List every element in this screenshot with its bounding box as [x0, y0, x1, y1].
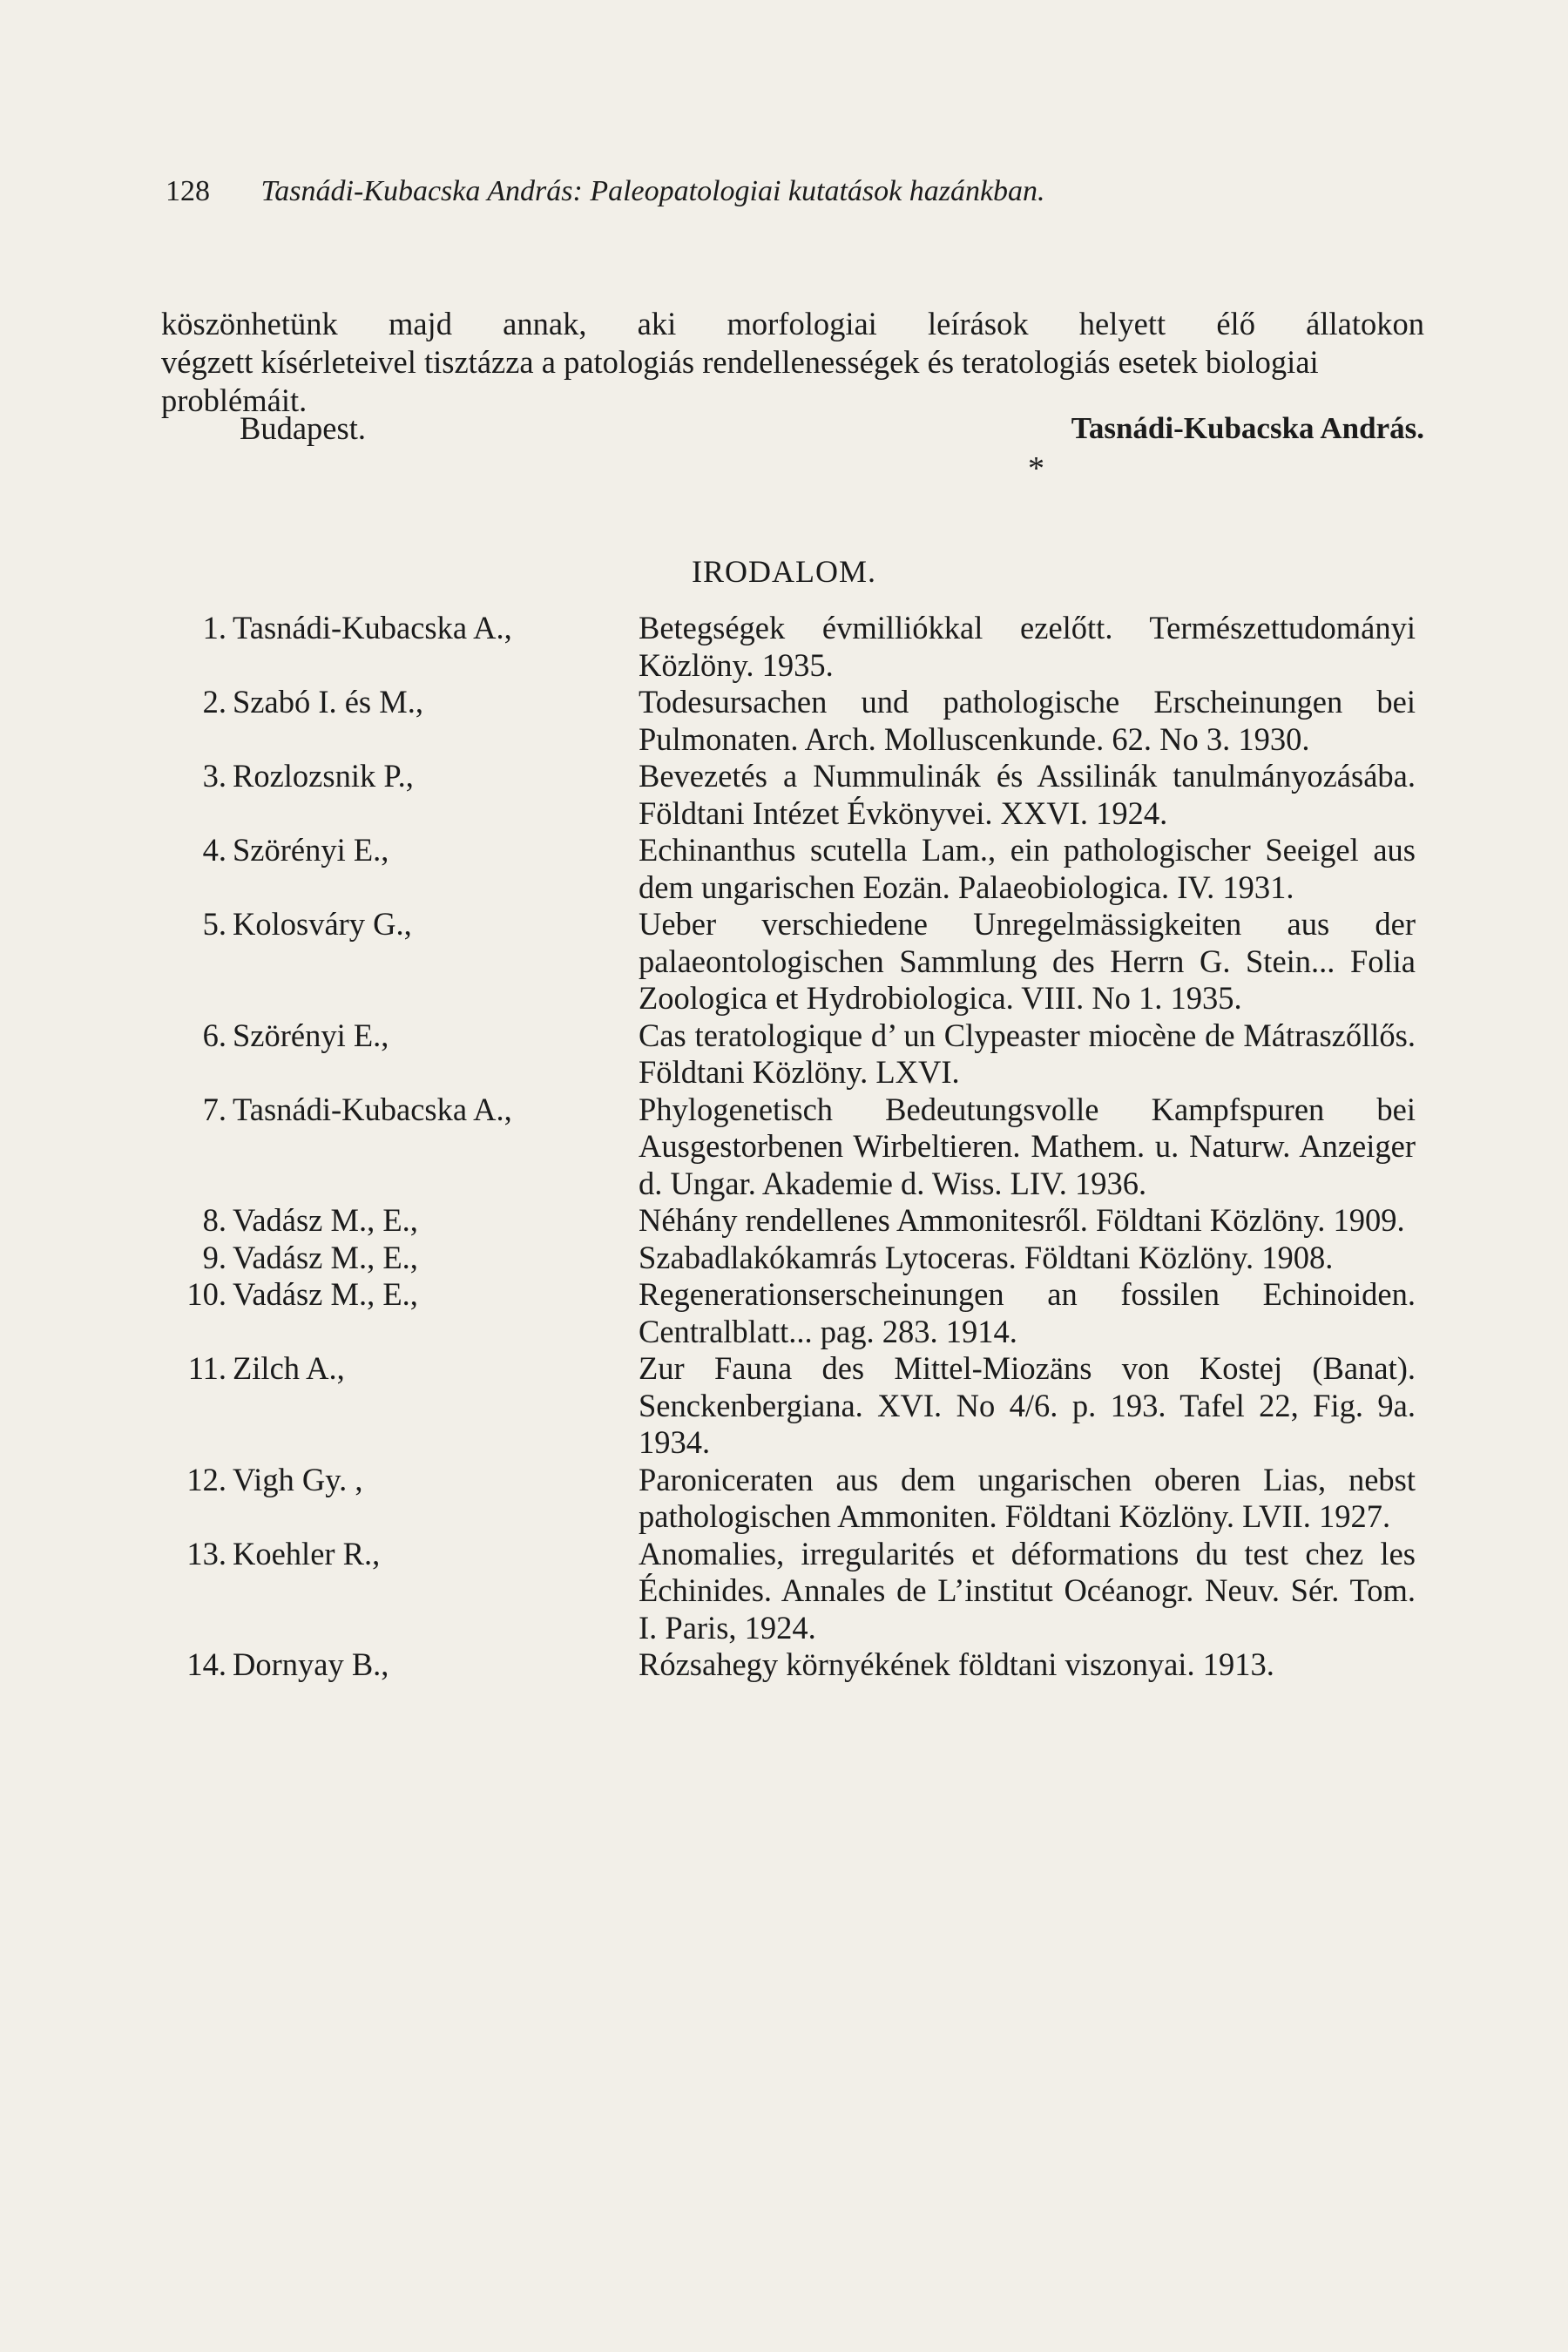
reference-number: 14.: [186, 1646, 226, 1682]
reference-item: [0, 1536, 1568, 1647]
signoff: [161, 409, 1424, 448]
reference-author: Tasnádi-Kubacska A.,: [233, 1091, 512, 1127]
reference-author: Dornyay B.,: [233, 1646, 389, 1682]
reference-title: Echinanthus scutella Lam., ein pathologischer Seeigel aus dem ungarischen Eozän. Palaeobiologica. IV. 1931.: [639, 832, 1416, 905]
reference-number: 10.: [186, 1276, 226, 1312]
running-title: Tasnádi-Kubacska András: Paleopatologiai kutatások hazánkban.: [260, 175, 1045, 207]
reference-item: [0, 906, 1568, 1017]
reference-author: Szabó I. és M.,: [233, 684, 423, 720]
reference-item: [0, 1462, 1568, 1536]
reference-number: 11.: [187, 1350, 226, 1386]
reference-number: 2.: [202, 684, 226, 720]
paragraph-first-line: köszönhetünk majd annak, aki morfologiai leírások helyett élő állatokon: [161, 306, 1424, 341]
reference-title: Szabadlakókamrás Lytoceras. Földtani Közlöny. 1908.: [639, 1239, 1334, 1275]
reference-title: Todesursachen und pathologische Erscheinungen bei Pulmonaten. Arch. Molluscenkunde. 62. No 3. 1930.: [639, 684, 1416, 757]
reference-author: Koehler R.,: [233, 1535, 381, 1571]
reference-author: Vadász M., E.,: [233, 1239, 418, 1275]
reference-item: [0, 1092, 1568, 1203]
reference-item: [0, 1276, 1568, 1350]
reference-list: [0, 610, 1568, 1684]
reference-number: 6.: [202, 1017, 226, 1053]
reference-title: Bevezetés a Nummulinák és Assilinák tanulmányozásába. Földtani Intézet Évkönyvei. XXVI. 1924.: [639, 758, 1416, 831]
reference-title: Néhány rendellenes Ammonitesről. Földtani Közlöny. 1909.: [639, 1202, 1405, 1238]
reference-author: Szörényi E.,: [233, 1017, 389, 1053]
reference-item: [0, 832, 1568, 906]
reference-title: Zur Fauna des Mittel-Miozäns von Kostej (Banat). Senckenbergiana. XVI. No 4/6. p. 193. Tafel 22, Fig. 9a. 1934.: [639, 1350, 1416, 1460]
reference-author: Rozlozsnik P.,: [233, 758, 414, 794]
reference-number: 12.: [186, 1461, 226, 1497]
reference-number: 1.: [202, 610, 226, 645]
reference-author: Kolosváry G.,: [233, 906, 412, 942]
reference-number: 3.: [202, 758, 226, 794]
references-heading: IRODALOM.: [692, 554, 876, 589]
paragraph-rest: végzett kísérleteivel tisztázza a patologiás rendellenességek és teratologiás esetek biologiai problémáit.: [161, 344, 1319, 418]
reference-number: 7.: [202, 1091, 226, 1127]
reference-item: [0, 610, 1568, 684]
reference-author: Szörényi E.,: [233, 832, 389, 868]
reference-item: [0, 1240, 1568, 1277]
reference-item: [0, 1350, 1568, 1462]
page-number: 128: [166, 175, 210, 207]
reference-title: Paroniceraten aus dem ungarischen oberen Lias, nebst pathologischen Ammoniten. Földtani Közlöny. LVII. 1927.: [639, 1461, 1416, 1534]
reference-title: Regenerationserscheinungen an fossilen Echinoiden. Centralblatt... pag. 283. 1914.: [639, 1276, 1416, 1349]
closing-paragraph: [161, 305, 1424, 420]
reference-number: 4.: [202, 832, 226, 868]
reference-title: Rózsahegy környékének földtani viszonyai. 1913.: [639, 1646, 1274, 1682]
reference-author: Vigh Gy. ,: [233, 1461, 363, 1497]
reference-item: [0, 1017, 1568, 1092]
reference-author: Tasnádi-Kubacska A.,: [233, 610, 512, 645]
reference-title: Betegségek évmilliókkal ezelőtt. Természettudományi Közlöny. 1935.: [639, 610, 1416, 683]
reference-author: Vadász M., E.,: [233, 1202, 418, 1238]
reference-title: Anomalies, irregularités et déformations du test chez les Échinides. Annales de L’institut Océanogr. Neuv. Sér. Tom. I. Paris, 1924.: [639, 1535, 1416, 1646]
reference-number: 5.: [202, 906, 226, 942]
reference-item: [0, 684, 1568, 758]
reference-number: 9.: [202, 1239, 226, 1275]
reference-title: Ueber verschiedene Unregelmässigkeiten aus der palaeontologischen Sammlung des Herrn G. Stein... Folia Zoologica et Hydrobiologica. VIII. No 1. 1935.: [639, 906, 1416, 1016]
reference-author: Zilch A.,: [233, 1350, 345, 1386]
reference-author: Vadász M., E.,: [233, 1276, 418, 1312]
reference-item: [0, 1646, 1568, 1684]
signoff-place: Budapest.: [240, 410, 366, 446]
reference-title: Phylogenetisch Bedeutungsvolle Kampfspuren bei Ausgestorbenen Wirbeltieren. Mathem. u. Naturw. Anzeiger d. Ungar. Akademie d. Wiss. LIV. 1936.: [639, 1091, 1416, 1201]
reference-title: Cas teratologique d’ un Clypeaster miocène de Mátraszőllős. Földtani Közlöny. LXVI.: [639, 1017, 1416, 1090]
reference-item: [0, 1202, 1568, 1240]
reference-number: 13.: [186, 1535, 226, 1571]
reference-item: [0, 758, 1568, 832]
reference-number: 8.: [202, 1202, 226, 1238]
section-separator: *: [1028, 450, 1044, 487]
running-header: [166, 172, 1429, 211]
signoff-author: Tasnádi-Kubacska András.: [1071, 411, 1424, 445]
